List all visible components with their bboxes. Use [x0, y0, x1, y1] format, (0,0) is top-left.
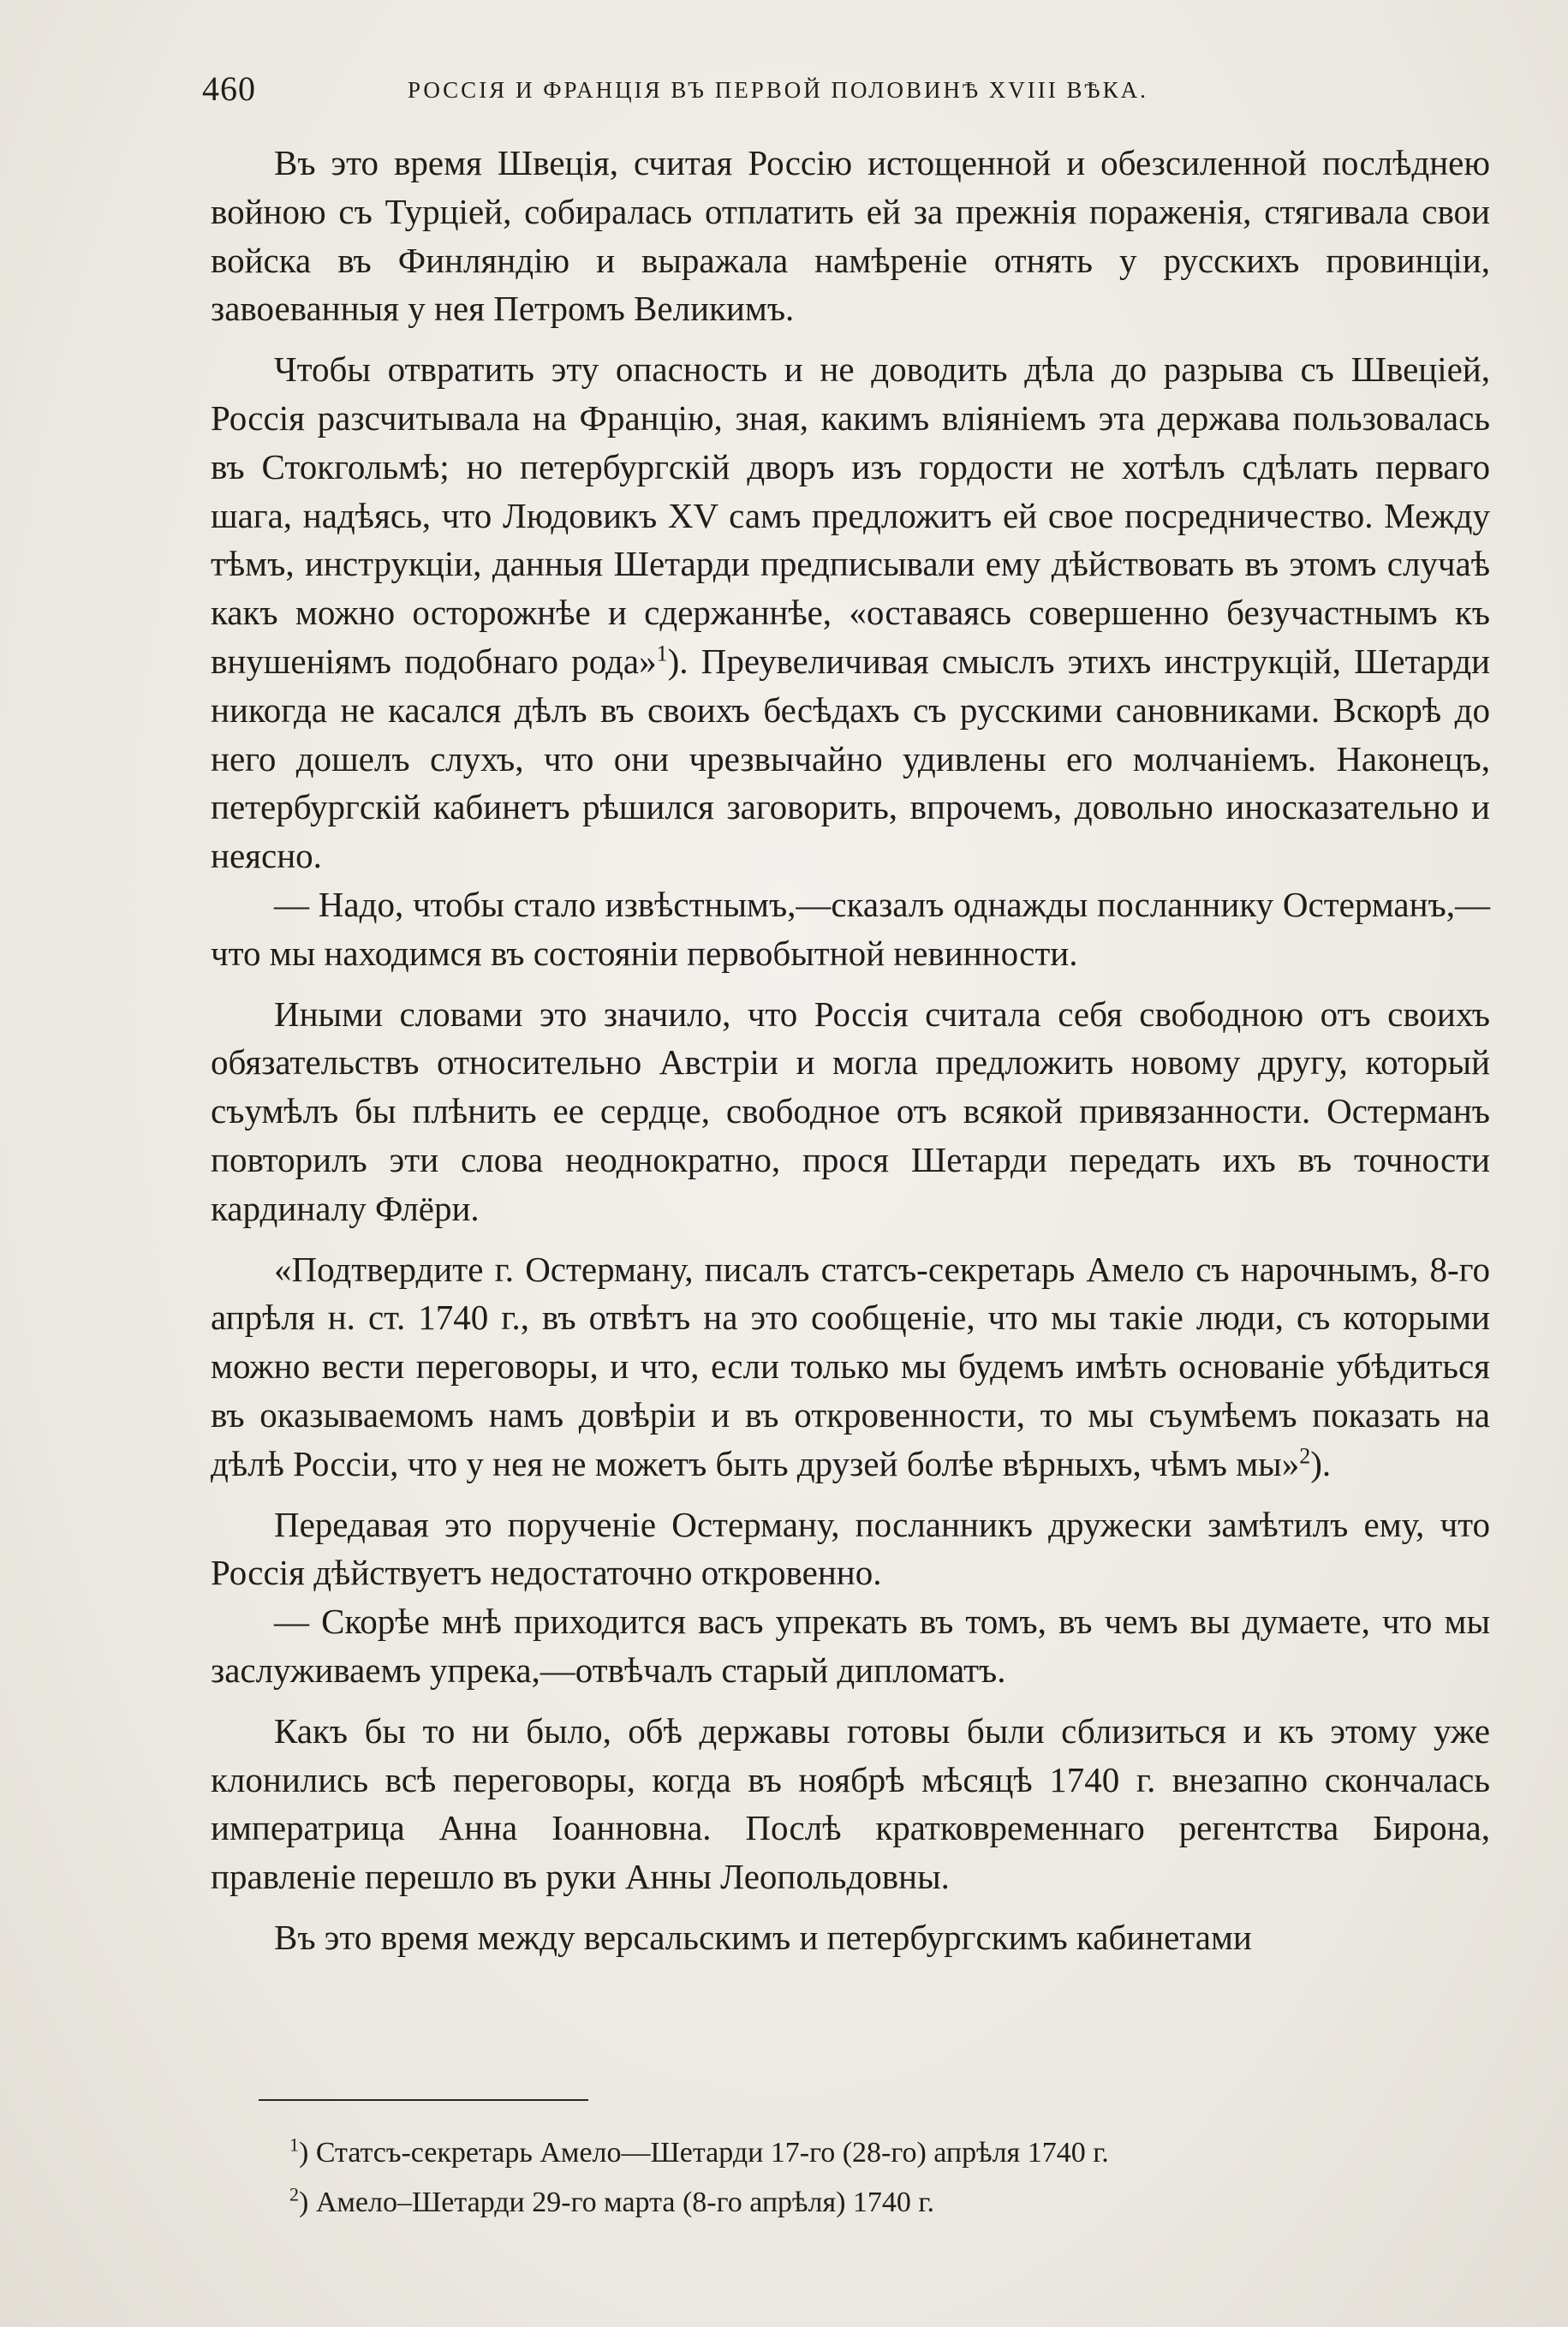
paragraph-5-part-a: «Подтвердите г. Остерману, писалъ статсъ-секретарь Амело съ нарочнымъ, 8-го апрѣля н. ст. 1740 г., въ отвѣтъ на это сообщеніе, что мы такіе люди, съ которыми можно вести переговоры, и что, если только мы будемъ имѣть основаніе убѣдиться въ оказываемомъ намъ довѣріи и въ откровенности, то мы съумѣемъ показать на дѣлѣ Россіи, что у нея не можетъ быть друзей болѣе вѣрныхъ, чѣмъ мы»	[211, 1249, 1490, 1483]
running-title: РОССІЯ И ФРАНЦІЯ ВЪ ПЕРВОЙ ПОЛОВИНѢ XVIII ВѢКА.	[408, 77, 1148, 103]
main-text	[211, 139, 1490, 1962]
paragraph-5-part-b: ).	[1310, 1443, 1332, 1483]
footnote-1-number: 1	[289, 2133, 299, 2156]
footnote-2-number: 2	[289, 2183, 299, 2205]
footnote-2-text: ) Амело–Шетарди 29-го марта (8-го апрѣля) 1740 г.	[299, 2187, 935, 2218]
page-number: 460	[202, 69, 256, 108]
paragraph-1: Въ это время Швеція, считая Россію истощенной и обезсиленной послѣднею войною съ Турціей, собиралась отплатить ей за прежнія пораженія, стягивала свои войска въ Финляндію и выражала намѣреніе отнять у русскихъ провинціи, завоеванныя у нея Петромъ Великимъ.	[211, 143, 1490, 329]
footnote-1	[289, 2128, 1488, 2178]
paragraph-6: Передавая это порученіе Остерману, посланникъ дружески замѣтилъ ему, что Россія дѣйствуетъ недостаточно откровенно.	[211, 1504, 1490, 1593]
paragraph-2-part-b: ). Преувеличивая смыслъ этихъ инструкцій, Шетарди никогда не касался дѣлъ въ своихъ бесѣдахъ съ русскими сановниками. Вскорѣ до него дошелъ слухъ, что они чрезвычайно удивлены его молчаніемъ. Наконецъ, петербургскій кабинетъ рѣшился заговорить, впрочемъ, довольно иносказательно и неясно.	[211, 641, 1490, 876]
paragraph-5	[211, 1245, 1490, 1489]
paragraph-7: — Скорѣе мнѣ приходится васъ упрекать въ томъ, въ чемъ вы думаете, что мы заслуживаемъ упрека,—отвѣчалъ старый дипломатъ.	[211, 1602, 1490, 1690]
footnote-divider	[259, 2099, 588, 2101]
footnote-ref-2: 2	[1299, 1443, 1311, 1469]
paragraph-4: Иными словами это значило, что Россія считала себя свободною отъ своихъ обязательствъ относительно Австріи и могла предложить новому другу, который съумѣлъ бы плѣнить ее сердце, свободное отъ всякой привязанности. Остерманъ повторилъ эти слова неоднократно, прося Шетарди передать ихъ въ точности кардиналу Флёри.	[211, 993, 1490, 1228]
footnote-1-text: ) Статсъ-секретарь Амело—Шетарди 17-го (28-го) апрѣля 1740 г.	[299, 2137, 1109, 2169]
footnote-ref-1: 1	[656, 641, 668, 666]
footnotes	[289, 2128, 1488, 2228]
paragraph-2	[211, 345, 1490, 880]
paragraph-2-part-a: Чтобы отвратить эту опасность и не доводить дѣла до разрыва съ Швеціей, Россія разсчитывала на Францію, зная, какимъ вліяніемъ эта держава пользовалась въ Стокгольмѣ; но петербургскій дворъ изъ гордости не хотѣлъ сдѣлать перваго шага, надѣясь, что Людовикъ XV самъ предложитъ ей свое посредничество. Между тѣмъ, инструкціи, данныя Шетарди предписывали ему дѣйствовать въ этомъ случаѣ какъ можно осторожнѣе и сдержаннѣе, «оставаясь совершенно безучастнымъ къ внушеніямъ подобнаго рода»	[211, 349, 1490, 681]
page-header	[202, 69, 1367, 120]
footnote-2	[289, 2178, 1488, 2228]
paragraph-9: Въ это время между версальскимъ и петербургскимъ кабинетами	[274, 1917, 1252, 1957]
paragraph-3: — Надо, чтобы стало извѣстнымъ,—сказалъ однажды посланнику Остерманъ,—что мы находимся въ состояніи первобытной невинности.	[211, 884, 1490, 973]
paragraph-8: Какъ бы то ни было, обѣ державы готовы были сблизиться и къ этому уже клонились всѣ переговоры, когда въ ноябрѣ мѣсяцѣ 1740 г. внезапно скончалась императрица Анна Іоанновна. Послѣ кратковременнаго регентства Бирона, правленіе перешло въ руки Анны Леопольдовны.	[211, 1710, 1490, 1897]
